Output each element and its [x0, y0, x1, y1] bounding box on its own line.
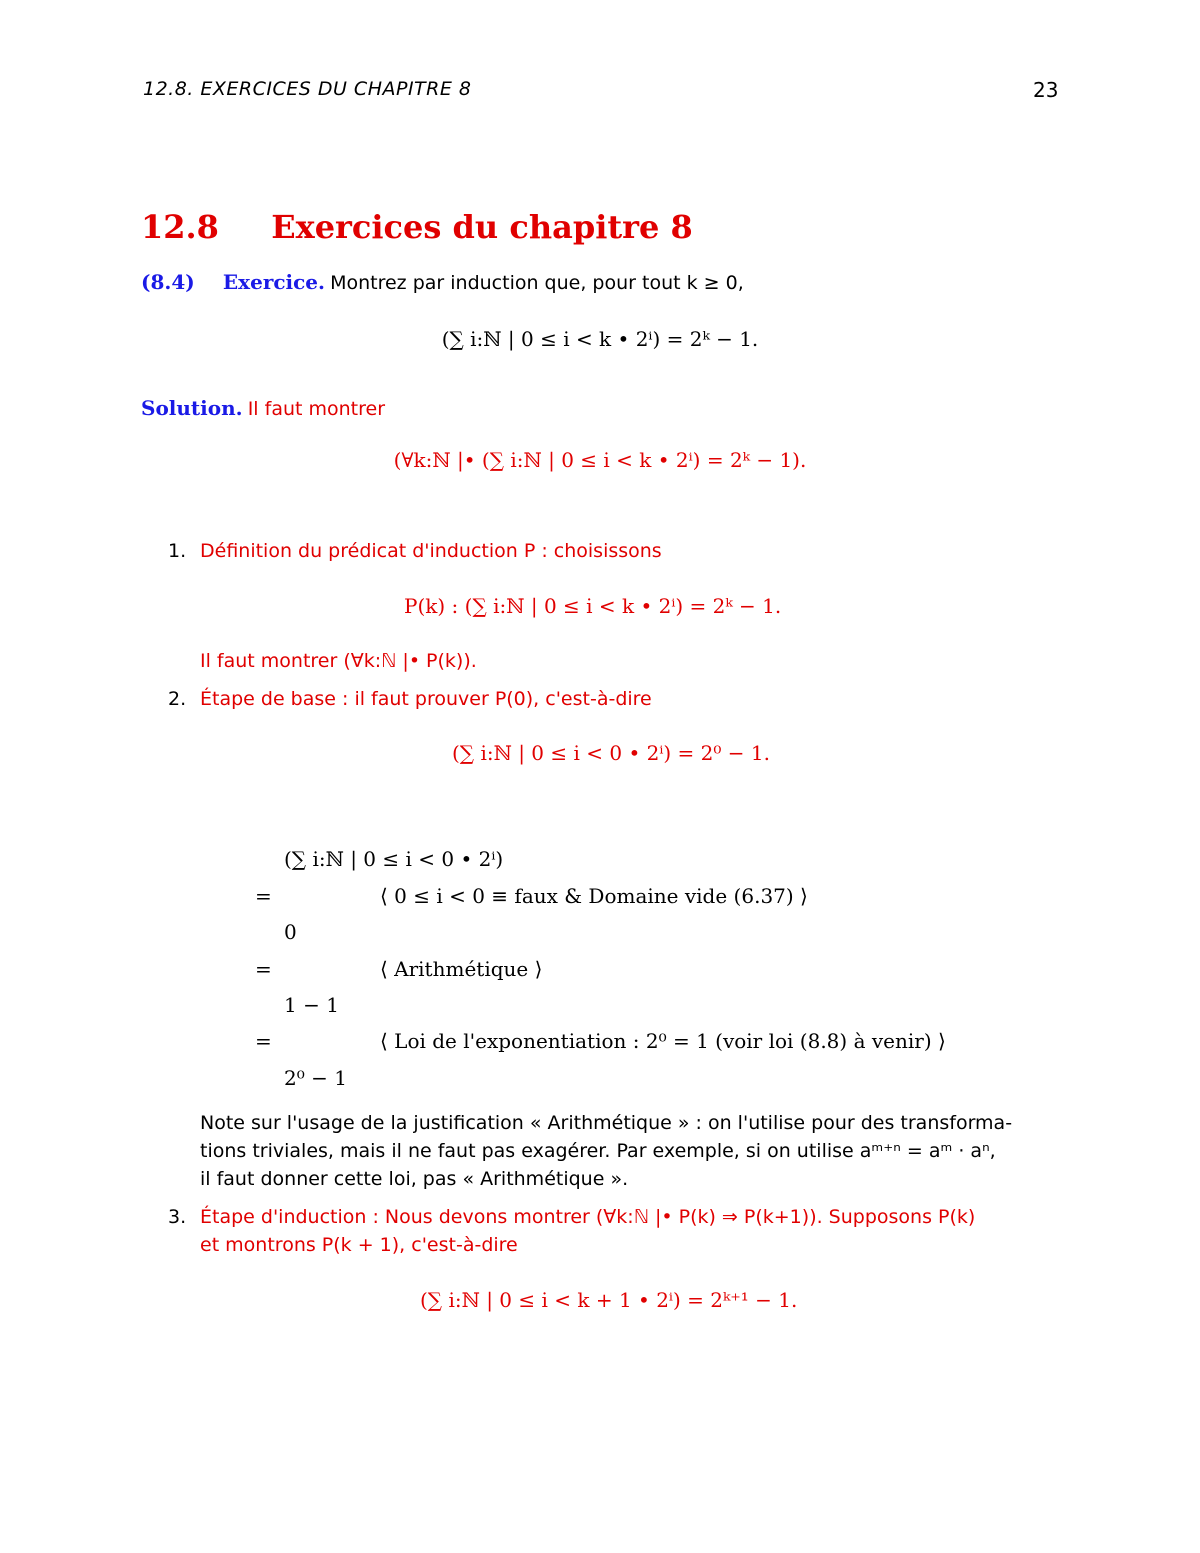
proof-hint-2: ⟨ Arithmétique ⟩ — [380, 957, 543, 981]
proof-eq-1: = — [255, 884, 272, 908]
solution-label: Solution. — [141, 396, 243, 420]
step-1-number: 1. — [168, 540, 187, 562]
section-number: 12.8 — [141, 208, 219, 246]
step-3-formula: (∑ i:ℕ | 0 ≤ i < k + 1 • 2ⁱ) = 2ᵏ⁺¹ − 1. — [420, 1288, 798, 1312]
note-line-3: il faut donner cette loi, pas « Arithmétique ». — [200, 1168, 629, 1190]
proof-expr-3: 2⁰ − 1 — [284, 1066, 347, 1090]
section-title — [141, 208, 693, 246]
step-3-number: 3. — [168, 1206, 187, 1228]
proof-hint-1: ⟨ 0 ≤ i < 0 ≡ faux & Domaine vide (6.37) ⟩ — [380, 884, 808, 908]
step-2-formula: (∑ i:ℕ | 0 ≤ i < 0 • 2ⁱ) = 2⁰ − 1. — [452, 741, 770, 765]
proof-expr-2: 1 − 1 — [284, 993, 339, 1017]
step-1-text: Définition du prédicat d'induction P : choisissons — [200, 540, 662, 562]
solution-heading — [141, 396, 385, 420]
step-1-after: Il faut montrer (∀k:ℕ |• P(k)). — [200, 650, 477, 672]
page-number: 23 — [1033, 78, 1059, 102]
proof-eq-2: = — [255, 957, 272, 981]
step-3-text-line-2: et montrons P(k + 1), c'est-à-dire — [200, 1234, 518, 1256]
note-line-1: Note sur l'usage de la justification « Arithmétique » : on l'utilise pour des transforma- — [200, 1112, 1013, 1134]
running-title: 12.8. EXERCICES DU CHAPITRE 8 — [143, 78, 472, 100]
exercise-heading — [141, 270, 744, 294]
exercise-label: Exercice. — [222, 270, 325, 294]
proof-start: (∑ i:ℕ | 0 ≤ i < 0 • 2ⁱ) — [284, 847, 504, 871]
step-1-formula: P(k) : (∑ i:ℕ | 0 ≤ i < k • 2ⁱ) = 2ᵏ − 1. — [404, 594, 782, 618]
proof-expr-1: 0 — [284, 920, 297, 944]
exercise-formula: (∑ i:ℕ | 0 ≤ i < k • 2ⁱ) = 2ᵏ − 1. — [441, 327, 759, 351]
proof-hint-3: ⟨ Loi de l'exponentiation : 2⁰ = 1 (voir loi (8.8) à venir) ⟩ — [380, 1029, 946, 1053]
solution-formula: (∀k:ℕ |• (∑ i:ℕ | 0 ≤ i < k • 2ⁱ) = 2ᵏ − 1). — [393, 448, 807, 472]
exercise-statement: Montrez par induction que, pour tout k ≥ 0, — [330, 272, 744, 294]
step-3-text-line-1: Étape d'induction : Nous devons montrer (∀k:ℕ |• P(k) ⇒ P(k+1)). Supposons P(k) — [200, 1206, 976, 1228]
solution-intro: Il faut montrer — [247, 398, 386, 420]
step-2-number: 2. — [168, 688, 187, 710]
step-2-text: Étape de base : il faut prouver P(0), c'est-à-dire — [200, 688, 652, 710]
section-title-text: Exercices du chapitre 8 — [271, 208, 693, 246]
proof-eq-3: = — [255, 1029, 272, 1053]
note-line-2: tions triviales, mais il ne faut pas exagérer. Par exemple, si on utilise aᵐ⁺ⁿ = aᵐ · aⁿ, — [200, 1140, 996, 1162]
exercise-number: (8.4) — [141, 270, 195, 294]
